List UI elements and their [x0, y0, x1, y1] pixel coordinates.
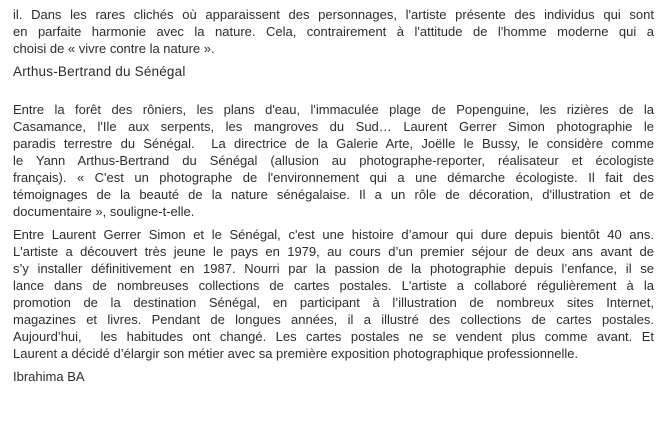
- text-line: français). « C'est un photographe de l'environnement qui a une démarche écologiste. Il fait des: [13, 170, 654, 185]
- paragraph-intro: [13, 6, 654, 57]
- text-line: s’y installer définitivement en 1987. Nourri par la passion de la photographie depuis l’enfance, il se: [13, 261, 654, 276]
- text-line: promotion de la destination Sénégal, en participant à l’illustration de nombreux sites Internet,: [13, 295, 654, 310]
- text-line: Entre la forêt des rôniers, les plans d'eau, l'immaculée plage de Popenguine, les rizières de la: [13, 102, 654, 117]
- text-line: lance dans de nombreuses collections de cartes postales. L'artiste a collaboré régulièrement à la: [13, 278, 654, 293]
- text-line: choisi de « vivre contre la nature ».: [13, 41, 215, 56]
- text-line: documentaire », souligne-t-elle.: [13, 204, 195, 219]
- text-line: Entre Laurent Gerrer Simon et le Sénégal, c'est une histoire d’amour qui dure depuis bientôt 40 ans.: [13, 227, 654, 242]
- text-line: Aujourd’hui, les habitudes ont changé. Les cartes postales ne se vendent plus comme avant. Et: [13, 329, 654, 344]
- text-line: Casamance, l'Ile aux serpents, les mangroves du Sud… Laurent Gerrer Simon photographie le: [13, 119, 654, 134]
- text-line: magazines et livres. Pendant de longues années, il a illustré des collections de cartes postales.: [13, 312, 654, 327]
- author-signature: Ibrahima BA: [13, 369, 85, 384]
- paragraph-description: [13, 101, 654, 220]
- paragraph-history: [13, 226, 654, 362]
- text-line: le Yann Arthus-Bertrand du Sénégal (allusion au photographe-reporter, réalisateur et écologiste: [13, 153, 654, 168]
- text-line: il. Dans les rares clichés où apparaissent des personnages, l'artiste présente des individus qui sont: [13, 7, 654, 22]
- text-line: Laurent a décidé d’élargir son métier avec sa première exposition photographique professionnelle.: [13, 346, 579, 361]
- text-line: témoignages de la beauté de la nature sénégalaise. Il a un rôle de décoration, d'illustration et de: [13, 187, 654, 202]
- section-heading: Arthus-Bertrand du Sénégal: [13, 64, 186, 79]
- text-line: L'artiste a découvert très jeune le pays en 1979, au cours d’un premier séjour de deux ans avant de: [13, 244, 654, 259]
- text-line: en parfaite harmonie avec la nature. Cela, contrairement à l'attitude de l'homme moderne qui a: [13, 24, 654, 39]
- text-line: paradis terrestre du Sénégal. La directrice de la Galerie Arte, Joëlle le Bussy, le considère comme: [13, 136, 654, 151]
